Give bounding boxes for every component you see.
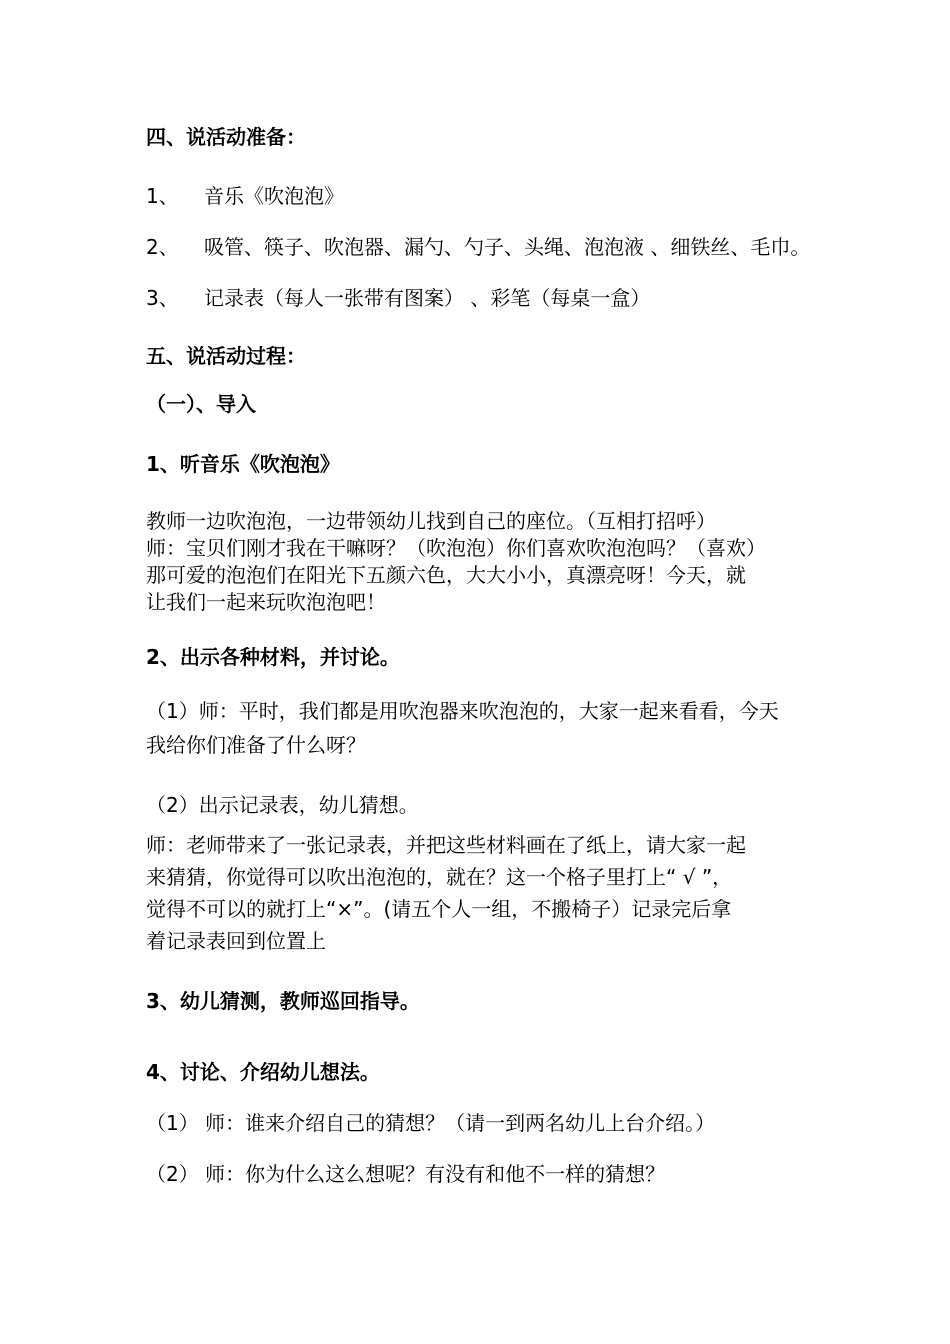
prep-item-1-text: 音乐《吹泡泡》: [204, 184, 344, 208]
step-2-title: 2、出示各种材料，并讨论。: [146, 645, 400, 669]
step-2-q1-line: （1）师：平时，我们都是用吹泡器来吹泡泡的，大家一起来看看，今天: [146, 699, 779, 723]
section-5-title: 五、说活动过程：: [146, 344, 306, 368]
step-1-line: 让我们一起来玩吹泡泡吧！: [146, 590, 386, 614]
step-2-teacher-line: 觉得不可以的就打上“×”。(请五个人一组，不搬椅子）记录完后拿: [146, 897, 732, 921]
step-2-teacher-line: 师：老师带来了一张记录表，并把这些材料画在了纸上，请大家一起: [146, 833, 746, 857]
step-4-question-2: （2） 师：你为什么这么想呢？有没有和他不一样的猜想？: [146, 1162, 666, 1186]
prep-item-3: [146, 284, 826, 312]
step-2-question-2: （2）出示记录表，幼儿猜想。: [146, 793, 419, 817]
prep-item-2-text: 吸管、筷子、吹泡器、漏勺、勺子、头绳、泡泡液 、细铁丝、毛巾。: [204, 235, 811, 259]
prep-item-2: [146, 233, 826, 261]
step-1-paragraph: [146, 508, 826, 616]
step-2-q1-line: 我给你们准备了什么呀？: [146, 733, 366, 757]
step-2-teacher-line: 来猜猜，你觉得可以吹出泡泡的，就在？这一个格子里打上“ √ ”，: [146, 865, 733, 889]
step-1-line: 教师一边吹泡泡，一边带领幼儿找到自己的座位。（互相打招呼）: [146, 509, 716, 533]
step-4-question-1: （1） 师：谁来介绍自己的猜想？（请一到两名幼儿上台介绍。）: [146, 1111, 716, 1135]
part-1-title: （一）、导入: [146, 392, 256, 416]
section-4-title: 四、说活动准备：: [146, 125, 306, 149]
prep-item-3-text: 记录表（每人一张带有图案） 、彩笔（每桌一盒）: [204, 286, 651, 310]
step-1-line: 那可爱的泡泡们在阳光下五颜六色，大大小小，真漂亮呀！今天，就: [146, 563, 746, 587]
step-1-title: 1、听音乐《吹泡泡》: [146, 452, 340, 476]
step-2-question-1: [146, 694, 826, 762]
step-4-title: 4、讨论、介绍幼儿想法。: [146, 1060, 380, 1084]
prep-item-2-num: 2、: [146, 235, 179, 259]
prep-item-1: [146, 182, 826, 210]
step-3-title: 3、幼儿猜测，教师巡回指导。: [146, 989, 420, 1013]
prep-item-1-num: 1、: [146, 184, 179, 208]
step-2-teacher-line: 着记录表回到位置上: [146, 929, 326, 953]
step-1-line: 师：宝贝们刚才我在干嘛呀？（吹泡泡）你们喜欢吹泡泡吗？（喜欢）: [146, 536, 766, 560]
step-2-teacher-paragraph: [146, 829, 826, 957]
prep-item-3-num: 3、: [146, 286, 179, 310]
